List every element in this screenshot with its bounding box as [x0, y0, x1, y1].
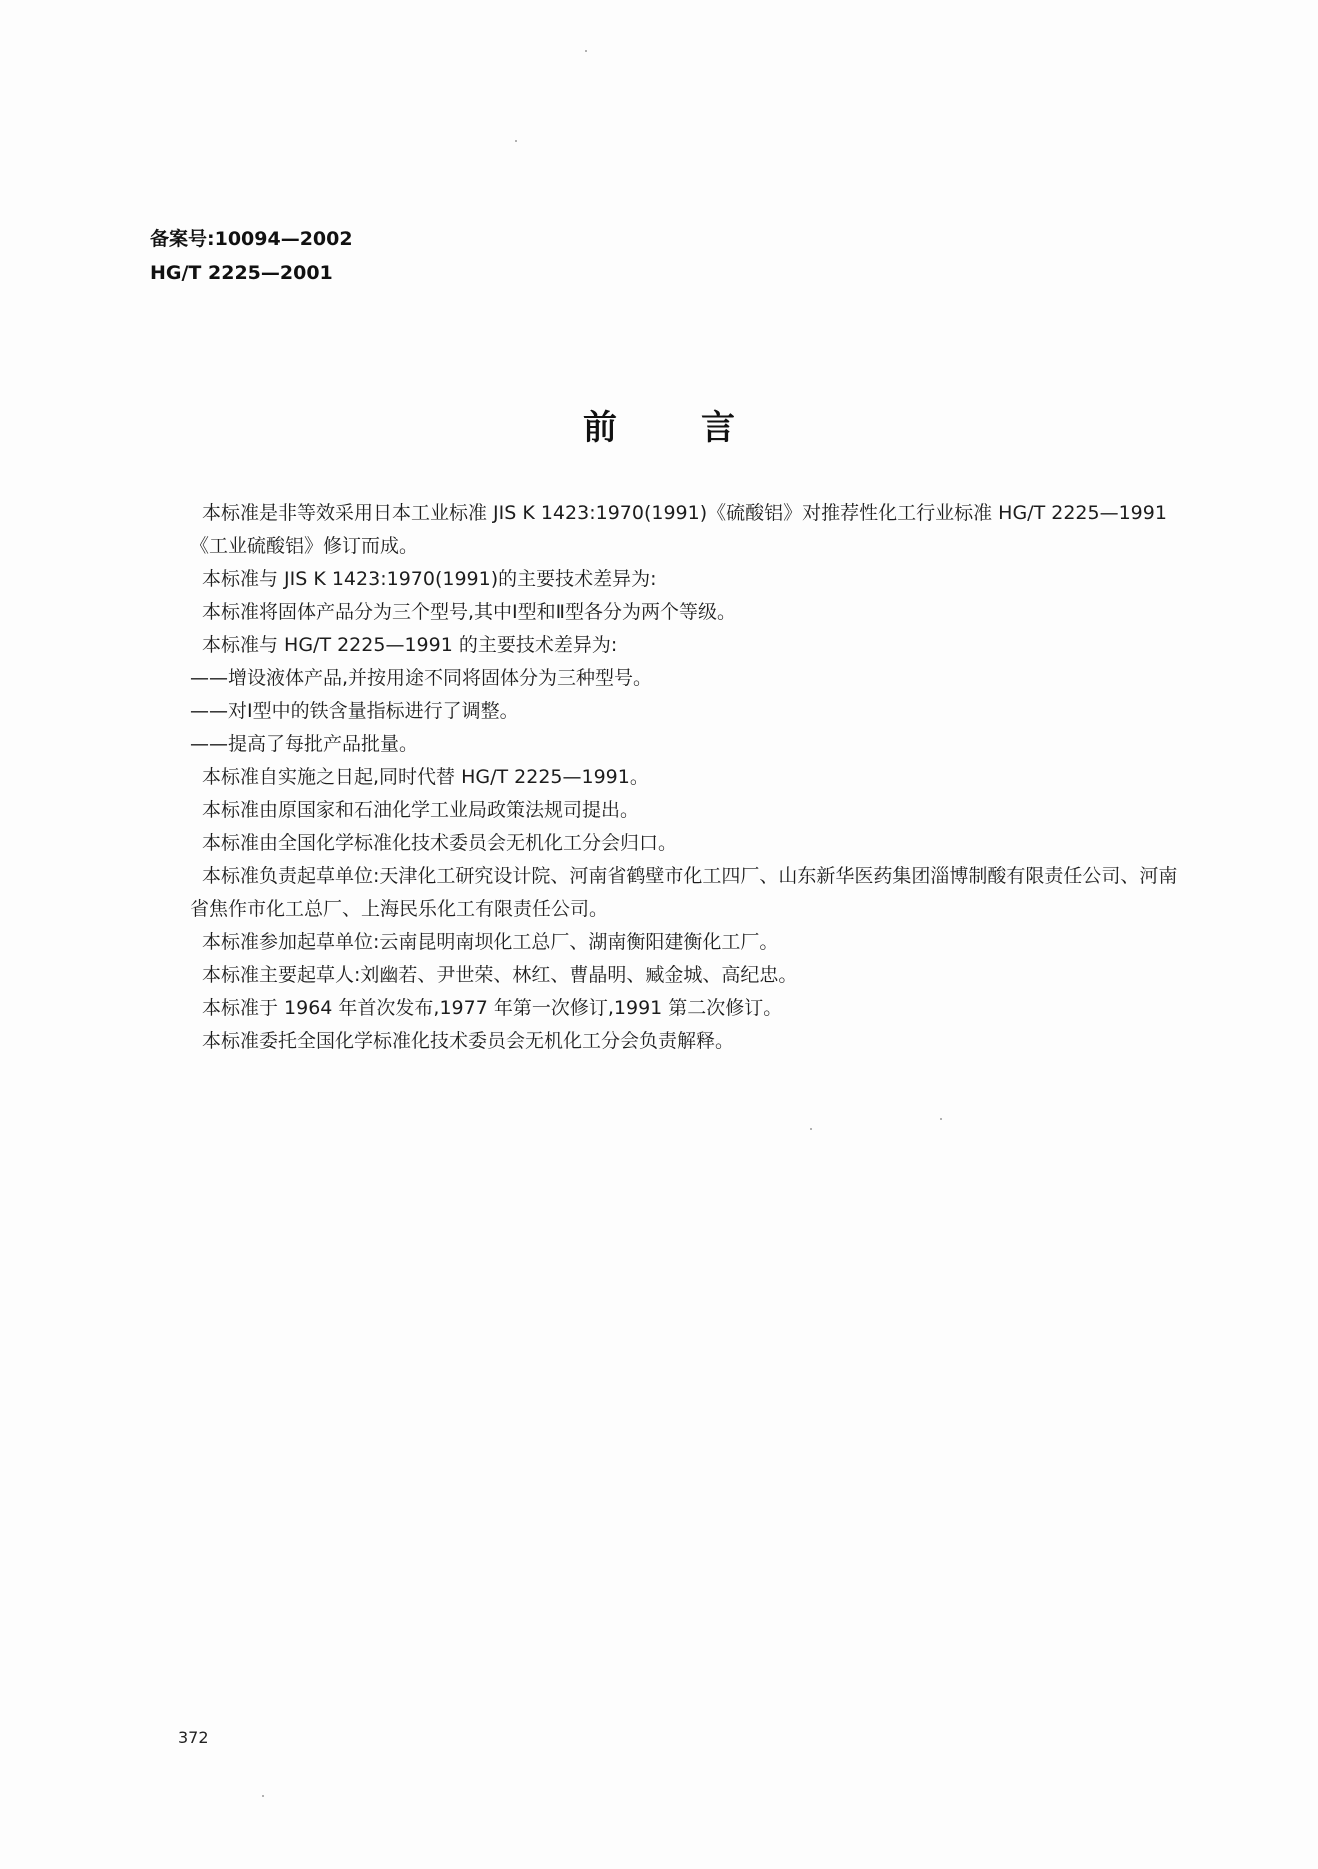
paragraph-drafters: 本标准主要起草人:刘幽若、尹世荣、林红、曹晶明、臧金城、高纪忠。: [202, 964, 798, 986]
list-item: ——提高了每批产品批量。: [190, 733, 419, 755]
paragraph-proposed-by: 本标准由原国家和石油化学工业局政策法规司提出。: [202, 799, 640, 821]
paragraph-hg-differences: 本标准与 HG/T 2225—1991 的主要技术差异为:: [202, 634, 618, 656]
paragraph-jis-differences: 本标准与 JIS K 1423:1970(1991)的主要技术差异为:: [202, 568, 657, 590]
paragraph-participating-units: 本标准参加起草单位:云南昆明南坝化工总厂、湖南衡阳建衡化工厂。: [202, 931, 779, 953]
scan-speck: [515, 140, 517, 142]
scan-speck: [585, 50, 587, 52]
paragraph-adoption: 本标准是非等效采用日本工业标准 JIS K 1423:1970(1991)《硫酸铝》对推荐性化工行业标准 HG/T 2225—1991《工业硫酸铝》修订而成。: [190, 502, 1167, 557]
standard-number: HG/T 2225—2001: [150, 262, 333, 284]
scan-speck: [810, 1128, 812, 1130]
page-number: 372: [178, 1728, 209, 1747]
scan-speck: [940, 1118, 942, 1120]
paragraph-drafting-units: 本标准负责起草单位:天津化工研究设计院、河南省鹤壁市化工四厂、山东新华医药集团淄博制酸有限责任公司、河南省焦作市化工总厂、上海民乐化工有限责任公司。: [190, 865, 1178, 920]
paragraph-replacement: 本标准自实施之日起,同时代替 HG/T 2225—1991。: [202, 766, 649, 788]
foreword-body: [190, 497, 1180, 1058]
paragraph-interpretation: 本标准委托全国化学标准化技术委员会无机化工分会负责解释。: [202, 1030, 735, 1052]
page-title: 前言: [583, 408, 819, 448]
paragraph-solid-types: 本标准将固体产品分为三个型号,其中Ⅰ型和Ⅱ型各分为两个等级。: [202, 601, 736, 623]
list-item: ——增设液体产品,并按用途不同将固体分为三种型号。: [190, 667, 653, 689]
list-item: ——对Ⅰ型中的铁含量指标进行了调整。: [190, 700, 519, 722]
paragraph-history: 本标准于 1964 年首次发布,1977 年第一次修订,1991 第二次修订。: [202, 997, 783, 1019]
document-header: [150, 222, 353, 290]
paragraph-centralized-by: 本标准由全国化学标准化技术委员会无机化工分会归口。: [202, 832, 678, 854]
record-number: 备案号:10094—2002: [150, 228, 353, 250]
scan-speck: [262, 1795, 264, 1797]
